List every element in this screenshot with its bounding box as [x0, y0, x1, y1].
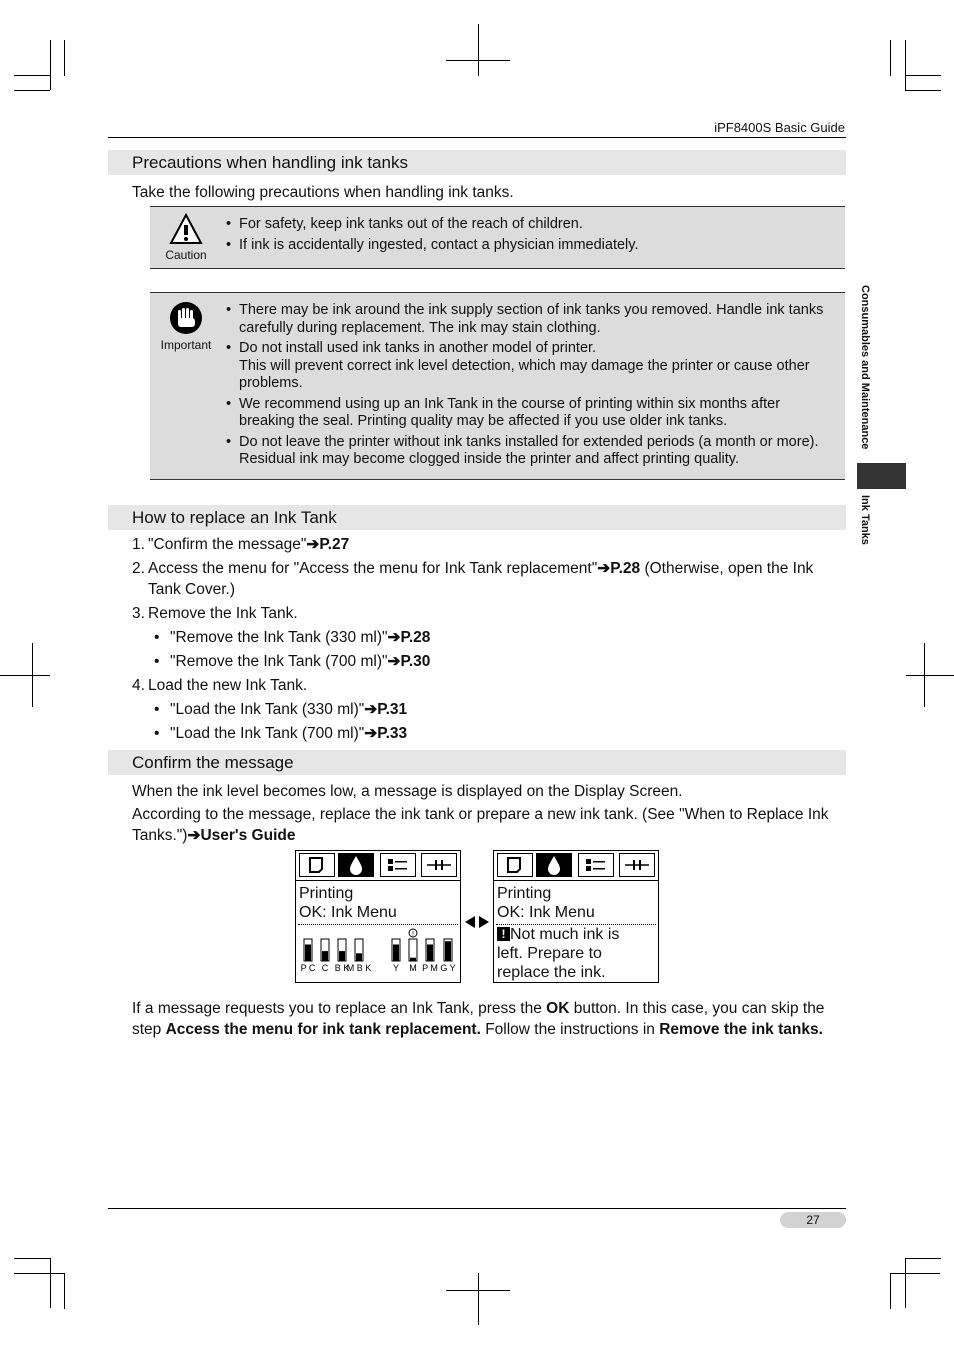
final-text: button. In this case, you can skip the step	[132, 1000, 825, 1038]
ink-color-label: P M	[422, 963, 438, 973]
display-screen-right	[493, 850, 659, 983]
list-item: • There may be ink around the ink supply section of ink tanks you removed. Handle ink tanks carefully during replacement. The ink may stain clothing.	[226, 302, 839, 337]
step-text-tail: (Otherwise, open the Ink Tank Cover.)	[148, 560, 814, 598]
section-header-confirm	[108, 750, 846, 775]
step-item	[132, 675, 846, 744]
ink-gauge-fill	[339, 951, 345, 961]
warning-icon: !	[497, 927, 510, 941]
list-item-detail: This will prevent correct ink level detection, which may damage the printer or cause other problems.	[239, 357, 810, 391]
page-reference-link[interactable]: P.31	[377, 701, 408, 718]
display-line2: OK: Ink Menu	[497, 904, 595, 921]
step-number: 4.	[132, 677, 145, 694]
ink-color-label: G Y	[440, 963, 456, 973]
display-message-line1	[497, 926, 619, 944]
page-reference-link[interactable]: P.28	[610, 560, 641, 577]
confirm-para1: When the ink level becomes low, a message is displayed on the Display Screen.	[132, 783, 683, 800]
ink-color-label: M B K	[346, 963, 372, 973]
display-divider	[496, 924, 656, 925]
arrow-right-icon: ➔	[387, 629, 401, 646]
ink-level-gauges	[296, 927, 460, 982]
warning-mark: !	[412, 931, 414, 938]
display-tabs	[494, 851, 658, 881]
display-screen-left	[295, 850, 461, 983]
sub-item	[148, 699, 846, 720]
sub-item	[148, 627, 846, 648]
step-text: "Confirm the message"	[148, 536, 307, 553]
sub-list	[148, 699, 846, 744]
sub-item	[148, 723, 846, 744]
caution-icon	[169, 213, 203, 245]
footer-rule	[108, 1208, 846, 1209]
replace-steps	[132, 534, 846, 747]
job-menu-icon	[380, 853, 416, 877]
message-text: Not much ink is	[510, 926, 620, 943]
important-label: Important	[160, 338, 212, 352]
page-reference-link[interactable]: P.27	[319, 536, 350, 553]
section-title: Precautions when handling ink tanks	[132, 153, 408, 172]
final-bold-step: Access the menu for ink tank replacement.	[165, 1021, 481, 1038]
side-section-tab	[857, 463, 906, 489]
important-list	[226, 302, 839, 472]
side-section-label: Ink Tanks	[859, 495, 871, 545]
ink-color-label: C	[321, 963, 329, 973]
arrow-right-icon: ➔	[597, 560, 611, 577]
ink-color-label: B K	[334, 963, 350, 973]
ink-gauge-fill	[356, 953, 362, 961]
final-paragraph	[132, 998, 846, 1040]
list-item: • Do not leave the printer without ink tanks installed for extended periods (a month or more). Residual ink may become clogged inside the printer and affect printing quality.	[226, 434, 839, 469]
arrow-right-icon: ➔	[364, 725, 378, 742]
display-message-line3: replace the ink.	[497, 964, 606, 981]
sub-list	[148, 627, 846, 672]
page-reference-link[interactable]: P.30	[400, 653, 431, 670]
section-title: How to replace an Ink Tank	[132, 508, 337, 527]
final-bold-step: Remove the ink tanks.	[659, 1021, 823, 1038]
arrow-right-icon: ➔	[364, 701, 378, 718]
ink-gauge-fill	[305, 945, 311, 962]
header-rule	[108, 137, 846, 138]
display-message-line2: left. Prepare to	[497, 945, 602, 962]
display-divider	[298, 924, 458, 925]
side-chapter-label: Consumables and Maintenance	[859, 285, 871, 450]
arrow-right-icon: ➔	[387, 653, 401, 670]
precautions-intro: Take the following precautions when handling ink tanks.	[132, 184, 514, 201]
ok-button-label: OK	[546, 1000, 570, 1017]
step-item	[132, 603, 846, 672]
hand-stop-icon	[169, 301, 203, 335]
page-reference-link[interactable]: P.28	[400, 629, 431, 646]
display-line2: OK: Ink Menu	[299, 904, 397, 921]
caution-icon-wrap	[156, 213, 216, 262]
caution-label: Caution	[165, 248, 207, 262]
step-number: 2.	[132, 560, 145, 577]
sub-item-text: "Remove the Ink Tank (700 ml)"	[170, 653, 388, 670]
step-text: Load the new Ink Tank.	[148, 677, 308, 694]
confirm-para2-text: According to the message, replace the ink tank or prepare a new ink tank. (See "When to Replace Ink Tanks.")	[132, 806, 829, 844]
sub-item-text: "Load the Ink Tank (700 ml)"	[170, 725, 365, 742]
display-tabs	[296, 851, 460, 881]
list-item: • We recommend using up an Ink Tank in the course of printing within six months after breaking the seal. Printing quality may be affected if you use older ink tanks.	[226, 396, 839, 431]
settings-icon	[619, 853, 655, 877]
ink-drop-icon	[338, 853, 374, 877]
page-reference-link[interactable]: P.33	[377, 725, 408, 742]
important-icon-wrap	[156, 301, 216, 352]
sub-item-text: "Remove the Ink Tank (330 ml)"	[170, 629, 388, 646]
step-text: Remove the Ink Tank.	[148, 605, 298, 622]
important-box	[150, 292, 845, 480]
step-number: 3.	[132, 605, 145, 622]
page-number: 27	[780, 1212, 846, 1228]
step-text: Access the menu for "Access the menu for Ink Tank replacement"	[148, 560, 598, 577]
sub-item-text: "Load the Ink Tank (330 ml)"	[170, 701, 365, 718]
sub-item	[148, 651, 846, 672]
arrow-right-icon: ➔	[187, 827, 201, 844]
caution-list	[226, 216, 839, 257]
ink-gauge-fill	[445, 941, 451, 961]
ink-drop-icon	[536, 853, 572, 877]
list-item: • If ink is accidentally ingested, contact a physician immediately.	[226, 237, 839, 255]
paper-icon	[299, 853, 335, 877]
section-header-precautions	[108, 150, 846, 175]
list-item	[226, 340, 839, 393]
list-item: • For safety, keep ink tanks out of the reach of children.	[226, 216, 839, 234]
arrow-right-icon: ➔	[306, 536, 320, 553]
list-item-text: Do not install used ink tanks in another model of printer.	[239, 340, 597, 356]
section-title: Confirm the message	[132, 753, 294, 772]
confirm-para2	[132, 804, 846, 846]
ink-color-label: P C	[300, 963, 316, 973]
step-item	[132, 558, 846, 600]
ink-gauge-fill	[322, 951, 328, 961]
guide-title: iPF8400S Basic Guide	[714, 120, 845, 135]
display-line1: Printing	[497, 885, 552, 902]
step-number: 1.	[132, 536, 145, 553]
left-right-triangles-icon	[465, 915, 489, 933]
ink-gauge-fill	[393, 945, 399, 962]
job-menu-icon	[578, 853, 614, 877]
caution-box	[150, 206, 845, 269]
settings-icon	[421, 853, 457, 877]
ink-gauge-fill	[427, 945, 433, 962]
ink-gauge-fill	[410, 958, 416, 961]
ink-color-label: Y	[392, 963, 400, 973]
users-guide-link[interactable]: User's Guide	[200, 827, 296, 844]
step-item	[132, 534, 846, 555]
display-line1: Printing	[299, 885, 354, 902]
final-text: Follow the instructions in	[480, 1021, 660, 1038]
ink-color-label: M	[409, 963, 417, 973]
section-header-replace	[108, 505, 846, 530]
final-text: If a message requests you to replace an Ink Tank, press the	[132, 1000, 547, 1017]
paper-icon	[497, 853, 533, 877]
